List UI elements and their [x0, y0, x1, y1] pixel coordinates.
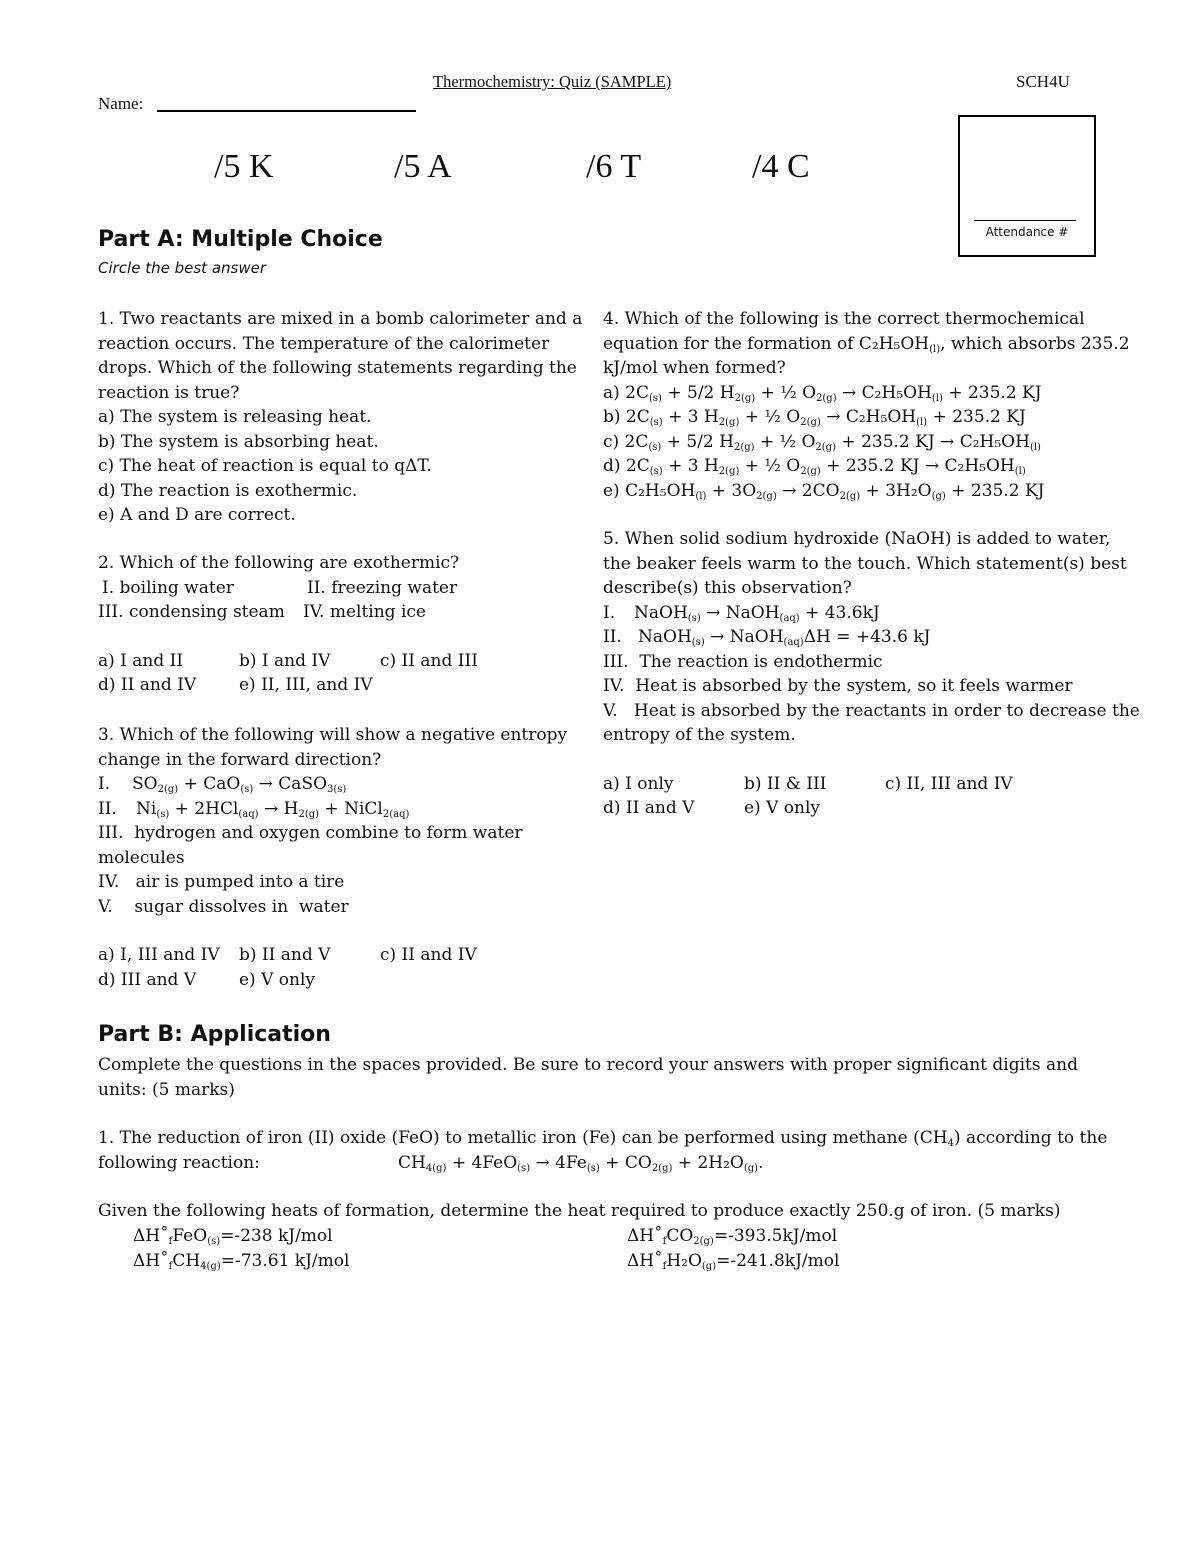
pb-q1-line2: following reaction: $CH_{4(g)} + 4FeO_{(s)} \to 4Fe_{(s)} + CO_{2(g)} + 2H_2O_{(g)}$. — [98, 1152, 764, 1174]
q3-option-e[interactable]: e) V only — [239, 969, 316, 990]
q2-option-b[interactable]: b) I and IV — [239, 650, 331, 671]
q4-option-a[interactable]: a) $2C_{(s)} + 5/2$ $H_{2(g)}$ + ½ $O_{2(g)} \to C_2H_5OH_{(l)} + 235.2$ KJ — [603, 382, 1042, 404]
heat-h2o: $\Delta H˚_fH_2O_{(g)}=-241.8kJ$/mol — [627, 1251, 840, 1272]
q5-item-i: I. NaOH$_{(s)}$ → NaOH$_{(aq)}$ + 43.6kJ — [603, 602, 880, 624]
heat-co2: $\Delta H˚_fCO_{2(g)}=-393.5kJ$/mol — [627, 1226, 838, 1247]
q2-item-iii: III. condensing steam — [98, 602, 285, 622]
q1-option-e[interactable]: e) A and D are correct. — [98, 505, 296, 525]
question-1 — [98, 307, 582, 528]
q3-option-d[interactable]: d) III and V — [98, 969, 197, 990]
part-b-intro-line: units: (5 marks) — [98, 1079, 235, 1100]
q3-option-b[interactable]: b) II and V — [239, 945, 331, 965]
q4-option-d[interactable]: d) $2C_{(s)} + 3$ $H_{2(g)}$ + ½ $O_{2(g)} + 235.2$ KJ → $C_2H_5OH_{(l)}$ — [603, 456, 1026, 477]
q5-line: the beaker feels warm to the touch. Which statement(s) best — [603, 553, 1127, 574]
q3-item-ii: II. $Ni_{(s)} + 2HCl_{(aq)} \to H_{2(g)}$ + NiCl$_{2(aq)}$ — [98, 798, 410, 820]
score-application: /5 A — [394, 148, 452, 185]
q5-line: 5. When solid sodium hydroxide (NaOH) is added to water, — [603, 529, 1111, 549]
q5-item-v-cont: entropy of the system. — [603, 725, 796, 745]
q1-line: reaction occurs. The temperature of the calorimeter — [98, 333, 550, 354]
q5-item-iii: III. The reaction is endothermic — [603, 651, 883, 672]
question-2 — [98, 551, 478, 698]
part-b-heading: Part B: Application — [98, 1022, 331, 1047]
part-b-intro-line: Complete the questions in the spaces provided. Be sure to record your answers with proper significant digits and — [98, 1055, 1078, 1075]
part-b-given: Given the following heats of formation, determine the heat required to produce exactly 250.g of iron. (5 marks) — [98, 1201, 1061, 1221]
q5-option-a[interactable]: a) I only — [603, 773, 674, 794]
q5-option-e[interactable]: e) V only — [744, 798, 821, 818]
score-knowledge: /5 K — [214, 148, 274, 185]
heat-feo: $\Delta H˚_fFeO_{(s)}=-238$ kJ/mol — [133, 1226, 333, 1247]
q4-line: kJ/mol when formed? — [603, 358, 786, 378]
score-communication: /4 C — [752, 148, 810, 185]
q1-option-a[interactable]: a) The system is releasing heat. — [98, 407, 372, 427]
q2-item-i: I. boiling water — [102, 577, 234, 598]
attendance-label: Attendance # — [985, 225, 1069, 239]
q2-item-iv: IV. melting ice — [303, 602, 426, 622]
q1-line: 1. Two reactants are mixed in a bomb calorimeter and a — [98, 309, 583, 329]
part-b-intro — [98, 1053, 1078, 1102]
q4-option-b[interactable]: b) $2C_{(s)} + 3$ $H_{2(g)}$ + ½ $O_{2(g)} \to C_2H_5OH_{(l)} + 235.2$ KJ — [603, 407, 1026, 428]
pb-q1-line1: 1. The reduction of iron (II) oxide (FeO) to metallic iron (Fe) can be performed using methane $(CH_4)$ according to the — [98, 1128, 1108, 1149]
q3-option-a[interactable]: a) I, III and IV — [98, 945, 220, 965]
q5-option-c[interactable]: c) II, III and IV — [885, 773, 1013, 794]
q3-line: change in the forward direction? — [98, 749, 382, 770]
name-label: Name: — [98, 94, 144, 113]
part-a-heading: Part A: Multiple Choice — [98, 227, 383, 252]
question-5 — [603, 527, 1140, 821]
q2-stem: 2. Which of the following are exothermic? — [98, 553, 460, 573]
attendance-line — [974, 220, 1076, 221]
q4-line: equation for the formation of $C_2H_5OH_{(l)}$, which absorbs 235.2 — [603, 333, 1130, 355]
score-thinking: /6 T — [586, 148, 642, 185]
q3-line: 3. Which of the following will show a negative entropy — [98, 725, 568, 745]
q1-option-d[interactable]: d) The reaction is exothermic. — [98, 480, 358, 501]
q5-item-ii: II. NaOH$_{(s)}$ → NaOH$_{(aq)}$ΔH = +43.6 kJ — [603, 627, 931, 648]
attendance-box — [958, 115, 1096, 257]
q5-option-b[interactable]: b) II & III — [744, 773, 827, 794]
question-3 — [98, 723, 567, 992]
q1-option-c[interactable]: c) The heat of reaction is equal to qΔT. — [98, 456, 432, 476]
q5-option-d[interactable]: d) II and V — [603, 798, 695, 818]
question-4 — [603, 307, 1130, 503]
quiz-title: Thermochemistry: Quiz (SAMPLE) — [433, 72, 672, 91]
part-b-question-1 — [98, 1126, 1107, 1175]
q3-item-iii-cont: molecules — [98, 847, 185, 868]
q1-line: reaction is true? — [98, 382, 240, 403]
q5-item-v: V. Heat is absorbed by the reactants in order to decrease the — [603, 700, 1140, 721]
q5-line: describe(s) this observation? — [603, 578, 852, 598]
q1-option-b[interactable]: b) The system is absorbing heat. — [98, 431, 379, 452]
q2-item-ii: II. freezing water — [307, 577, 458, 598]
q4-line: 4. Which of the following is the correct thermochemical — [603, 309, 1085, 329]
part-a-instruction: Circle the best answer — [98, 259, 266, 277]
q5-item-iv: IV. Heat is absorbed by the system, so it feels warmer — [603, 676, 1073, 696]
q2-option-d[interactable]: d) II and IV — [98, 675, 197, 695]
q3-item-iii: III. hydrogen and oxygen combine to form water — [98, 823, 523, 843]
q2-option-c[interactable]: c) II and III — [380, 650, 478, 671]
q1-line: drops. Which of the following statements regarding the — [98, 358, 577, 378]
q2-option-e[interactable]: e) II, III, and IV — [239, 675, 373, 695]
course-code: SCH4U — [1016, 72, 1070, 91]
q2-option-a[interactable]: a) I and II — [98, 650, 184, 671]
q4-option-e[interactable]: e) $C_2H_5OH_{(l)} + 3O_{2(g)} \to 2CO_{2(g)} + 3H_2O_{(g)} + 235.2$ KJ — [603, 480, 1045, 502]
name-field[interactable] — [157, 110, 416, 112]
heat-ch4: $\Delta H˚_fCH_{4(g)}=-73.61$ kJ/mol — [133, 1251, 350, 1272]
q3-item-iv: IV. air is pumped into a tire — [98, 872, 345, 892]
q3-option-c[interactable]: c) II and IV — [380, 945, 477, 965]
q3-item-i: I. $SO_{2(g)} + CaO_{(s)}$ → CaSO$_{3(s)}$ — [98, 774, 347, 795]
q4-option-c[interactable]: c) $2C_{(s)} + 5/2$ $H_{2(g)}$ + ½ $O_{2(g)} + 235.2$ KJ → $C_2H_5OH_{(l)}$ — [603, 431, 1041, 453]
q3-item-v: V. sugar dissolves in water — [98, 896, 349, 917]
